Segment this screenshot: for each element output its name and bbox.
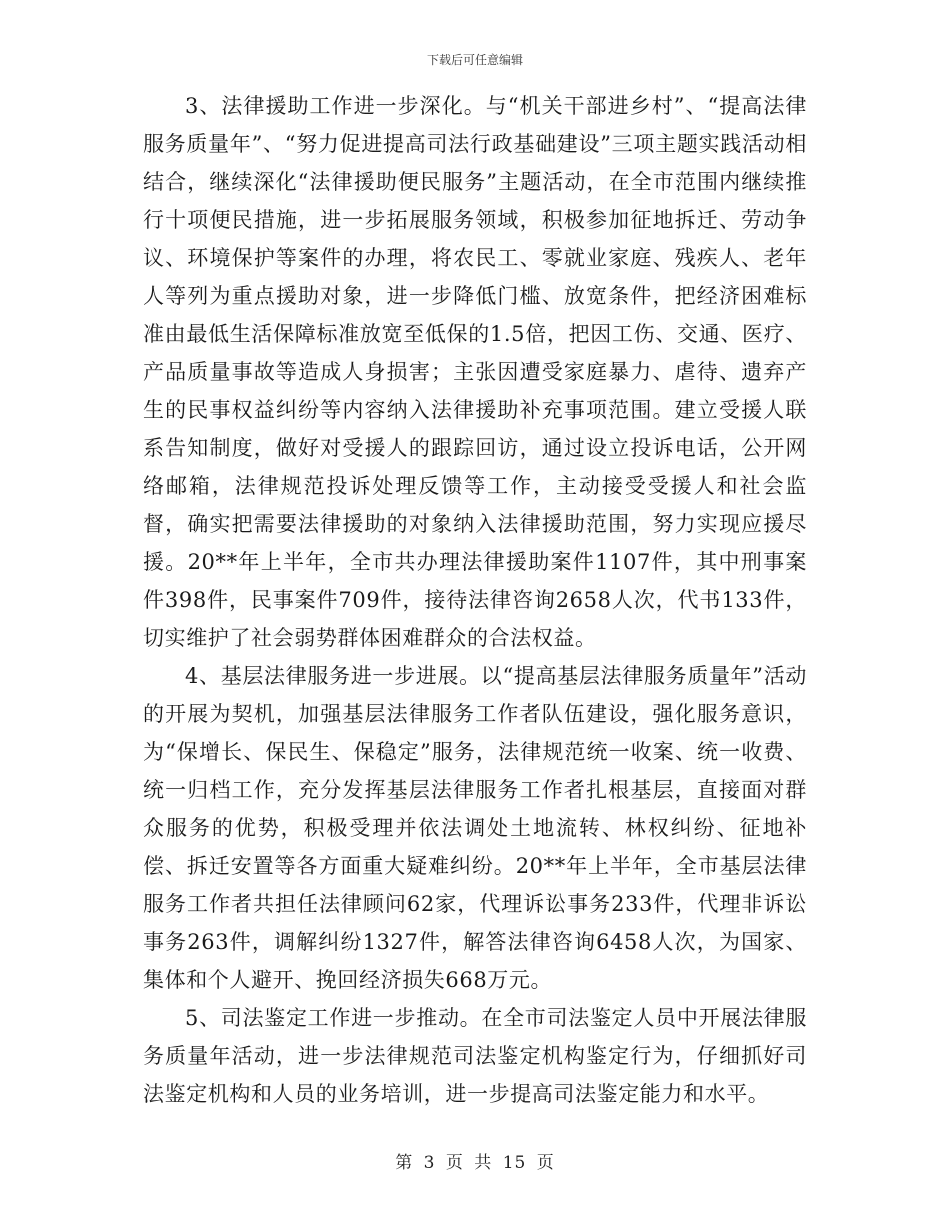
paragraph-legal-aid: 3、法律援助工作进一步深化。与“机关干部进乡村”、“提高法律服务质量年”、“努力促进提高司法行政基础建设”三项主题实践活动相结合，继续深化“法律援助便民服务”主题活动，在全市范围内继续推行十项便民措施，进一步拓展服务领域，积极参加征地拆迁、劳动争议、环境保护等案件的办理，将农民工、零就业家庭、残疾人、老年人等列为重点援助对象，进一步降低门槛、放宽条件，把经济困难标准由最低生活保障标准放宽至低保的1.5倍，把因工伤、交通、医疗、产品质量事故等造成人身损害；主张因遭受家庭暴力、虐待、遗弃产生的民事权益纠纷等内容纳入法律援助补充事项范围。建立受援人联系告知制度，做好对受援人的跟踪回访，通过设立投诉电话，公开网络邮箱，法律规范投诉处理反馈等工作，主动接受受援人和社会监督，确实把需要法律援助的对象纳入法律援助范围，努力实现应援尽援。20**年上半年，全市共办理法律援助案件1107件，其中刑事案件398件，民事案件709件，接待法律咨询2658人次，代书133件，切实维护了社会弱势群体困难群众的合法权益。 [143,94,807,650]
document-body [143,87,807,1113]
paragraph-grassroots-legal-service: 4、基层法律服务进一步进展。以“提高基层法律服务质量年”活动的开展为契机，加强基层法律服务工作者队伍建设，强化服务意识，为“保增长、保民生、保稳定”服务，法律规范统一收案、统一收费、统一归档工作，充分发挥基层法律服务工作者扎根基层，直接面对群众服务的优势，积极受理并依法调处土地流转、林权纠纷、征地补偿、拆迁安置等各方面重大疑难纠纷。20**年上半年，全市基层法律服务工作者共担任法律顾问62家，代理诉讼事务233件，代理非诉讼事务263件，调解纠纷1327件，解答法律咨询6458人次，为国家、集体和个人避开、挽回经济损失668万元。 [143,664,807,992]
paragraph-judicial-appraisal: 5、司法鉴定工作进一步推动。在全市司法鉴定人员中开展法律服务质量年活动，进一步法律规范司法鉴定机构鉴定行为，仔细抓好司法鉴定机构和人员的业务培训，进一步提高司法鉴定能力和水平。 [143,1006,807,1106]
page-header: 下载后可任意编辑 [426,53,523,67]
page-footer: 第 3 页 共 15 页 [395,1153,555,1173]
